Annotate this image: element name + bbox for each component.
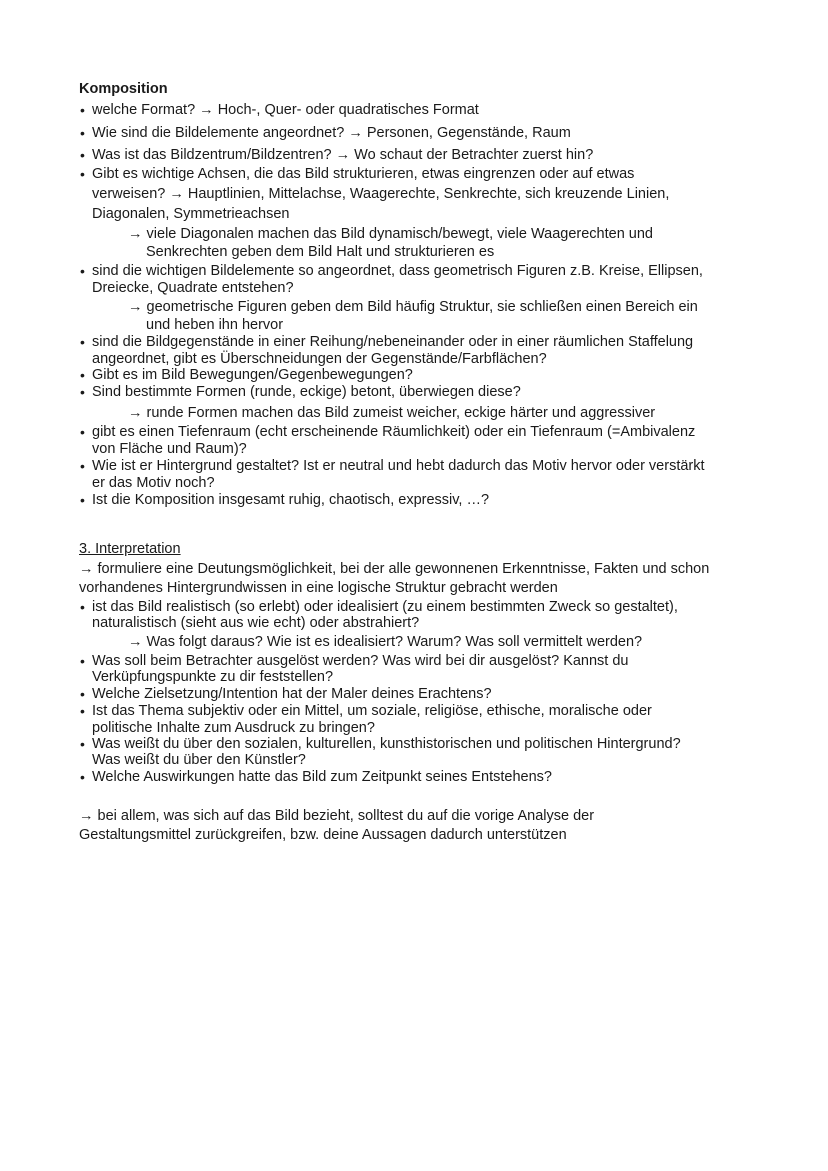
text-line: Sind bestimmte Formen (runde, eckige) betont, überwiegen diese? (92, 384, 521, 400)
text-line: Verküpfungspunkte zu dir feststellen? (92, 669, 334, 685)
text-line: angeordnet, gibt es Überschneidungen der Gegenstände/Farbflächen? (92, 351, 547, 367)
text-line: Ist die Komposition insgesamt ruhig, chaotisch, expressiv, …? (92, 492, 490, 508)
bullet-icon: • (80, 367, 85, 383)
text-line: Wie ist er Hintergrund gestaltet? Ist er neutral und hebt dadurch das Motiv hervor oder verstärkt (92, 458, 705, 474)
text-line: Gibt es wichtige Achsen, die das Bild strukturieren, etwas eingrenzen oder auf etwas (92, 166, 635, 182)
text-line: gibt es einen Tiefenraum (echt erscheinende Räumlichkeit) oder ein Tiefenraum (=Ambivalenz (92, 424, 696, 440)
text-line: und heben ihn hervor (146, 317, 284, 333)
bullet-icon: • (80, 384, 85, 400)
text-line: → Was folgt daraus? Wie ist es idealisiert? Warum? Was soll vermittelt werden? (128, 634, 643, 650)
text-line: Wie sind die Bildelemente angeordnet? → Personen, Gegenstände, Raum (92, 125, 571, 141)
text-line: politische Inhalte zum Ausdruck zu bringen? (92, 720, 375, 736)
text-line: verweisen? → Hauptlinien, Mittelachse, Waagerechte, Senkrechte, sich kreuzende Linien, (92, 186, 670, 202)
text-line: Welche Zielsetzung/Intention hat der Maler deines Erachtens? (92, 686, 492, 702)
text-line: naturalistisch (sieht aus wie echt) oder abstrahiert? (92, 615, 420, 631)
text-line: welche Format? → Hoch-, Quer- oder quadratisches Format (92, 102, 479, 118)
section-heading-komposition: Komposition (79, 81, 168, 97)
bullet-icon: • (80, 686, 85, 702)
bullet-icon: • (80, 334, 85, 350)
text-line: Gibt es im Bild Bewegungen/Gegenbewegungen? (92, 367, 413, 383)
text-line: ist das Bild realistisch (so erlebt) oder idealisiert (zu einem bestimmten Zweck so gestaltet), (92, 599, 678, 615)
bullet-icon: • (80, 599, 85, 615)
text-line: → bei allem, was sich auf das Bild bezieht, solltest du auf die vorige Analyse der (79, 808, 595, 824)
bullet-icon: • (80, 166, 85, 182)
text-line: sind die Bildgegenstände in einer Reihung/nebeneinander oder in einer räumlichen Staffelung (92, 334, 694, 350)
text-line: von Fläche und Raum)? (92, 441, 247, 457)
bullet-icon: • (80, 492, 85, 508)
text-line: Dreiecke, Quadrate entstehen? (92, 280, 294, 296)
section-heading-interpretation: 3. Interpretation (79, 541, 181, 557)
text-line: → runde Formen machen das Bild zumeist weicher, eckige härter und aggressiver (128, 405, 656, 421)
bullet-icon: • (80, 736, 85, 752)
text-line: Diagonalen, Symmetrieachsen (92, 206, 290, 222)
text-line: → geometrische Figuren geben dem Bild häufig Struktur, sie schließen einen Bereich ein (128, 299, 698, 315)
text-line: Was ist das Bildzentrum/Bildzentren? → Wo schaut der Betrachter zuerst hin? (92, 147, 594, 163)
text-line: Senkrechten geben dem Bild Halt und strukturieren es (146, 244, 495, 260)
bullet-icon: • (80, 653, 85, 669)
bullet-icon: • (80, 125, 85, 141)
text-line: er das Motiv noch? (92, 475, 215, 491)
text-line: Ist das Thema subjektiv oder ein Mittel, um soziale, religiöse, ethische, moralische oder (92, 703, 652, 719)
bullet-icon: • (80, 263, 85, 279)
text-line: Welche Auswirkungen hatte das Bild zum Zeitpunkt seines Entstehens? (92, 769, 552, 785)
bullet-icon: • (80, 147, 85, 163)
text-line: sind die wichtigen Bildelemente so angeordnet, dass geometrisch Figuren z.B. Kreise, Ellipsen, (92, 263, 703, 279)
text-line: vorhandenes Hintergrundwissen in eine logische Struktur gebracht werden (79, 580, 558, 596)
bullet-icon: • (80, 458, 85, 474)
text-line: Was weißt du über den Künstler? (92, 752, 306, 768)
text-line: Was weißt du über den sozialen, kulturellen, kunsthistorischen und politischen Hintergrund? (92, 736, 681, 752)
text-line: → viele Diagonalen machen das Bild dynamisch/bewegt, viele Waagerechten und (128, 226, 653, 242)
bullet-icon: • (80, 102, 85, 118)
bullet-icon: • (80, 769, 85, 785)
bullet-icon: • (80, 703, 85, 719)
text-line: Was soll beim Betrachter ausgelöst werden? Was wird bei dir ausgelöst? Kannst du (92, 653, 629, 669)
text-line: → formuliere eine Deutungsmöglichkeit, bei der alle gewonnenen Erkenntnisse, Fakten und schon (79, 561, 710, 577)
text-line: Gestaltungsmittel zurückgreifen, bzw. deine Aussagen dadurch unterstützen (79, 827, 567, 843)
bullet-icon: • (80, 424, 85, 440)
